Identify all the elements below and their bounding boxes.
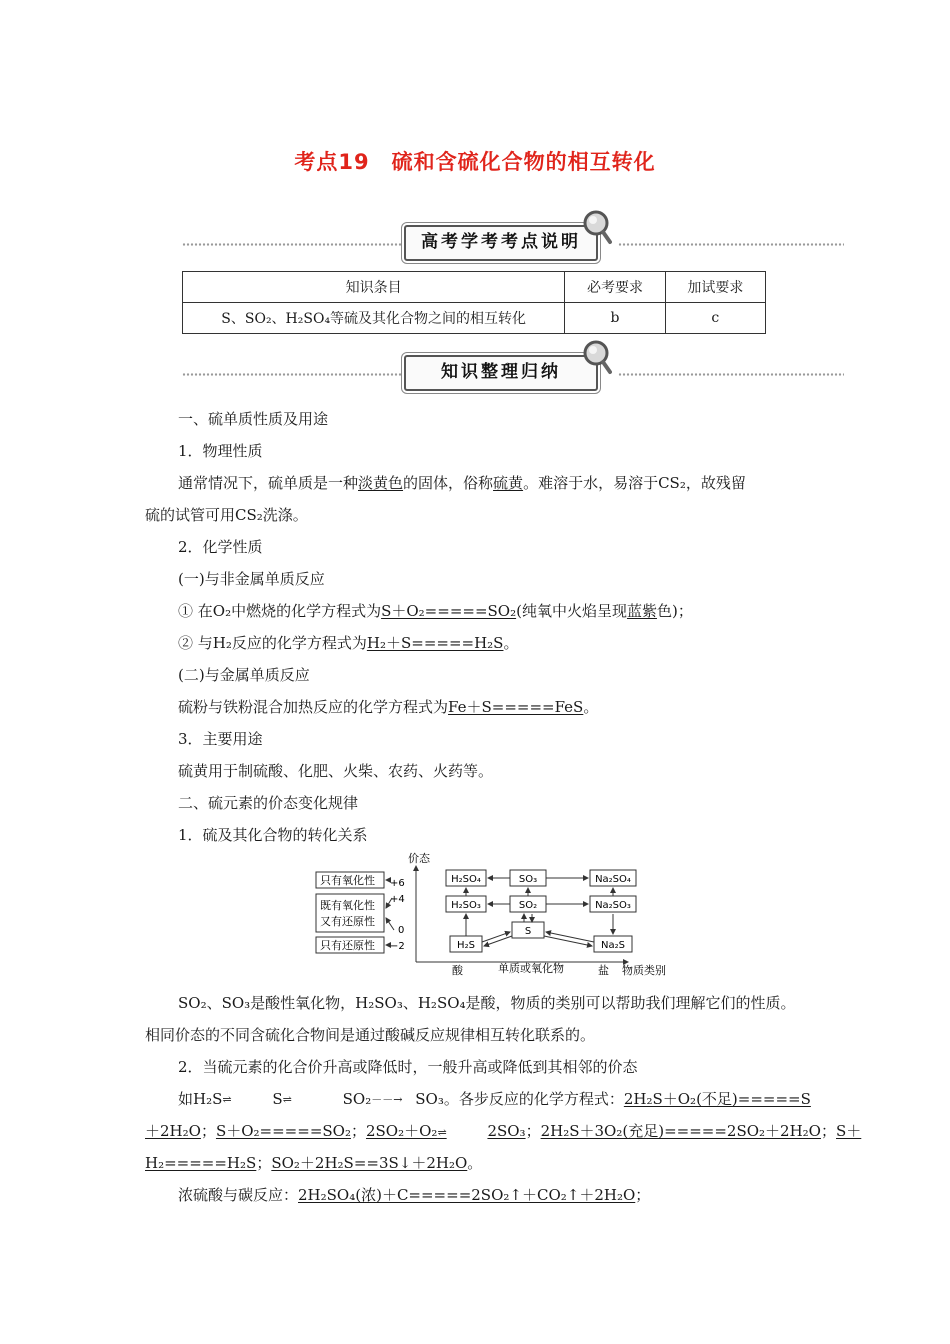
- magnifier-icon: [582, 340, 612, 384]
- sub-heading: (一)与非金属单质反应: [178, 570, 325, 588]
- x-category: 盐: [598, 964, 609, 977]
- equation-line: 如H₂S⇌ S⇌ SO₂－－→ SO₃。各步反应的化学方程式：2H₂S＋O₂(不足)=====S: [178, 1090, 811, 1108]
- table-header: 加试要求: [665, 272, 765, 303]
- section-heading: 二、硫元素的价态变化规律: [178, 794, 359, 812]
- dotted-rule: [182, 242, 408, 247]
- valence-tick: −2: [390, 941, 405, 952]
- paragraph-line: 硫的试管可用CS₂洗涤。: [145, 506, 308, 524]
- subsection-heading: 2．化学性质: [178, 538, 263, 556]
- subsection-heading: 3．主要用途: [178, 730, 263, 748]
- oxide-label: SO₂: [518, 900, 538, 911]
- magnifier-icon: [582, 210, 612, 254]
- salt-label: Na₂SO₄: [595, 874, 631, 885]
- x-axis-title: 物质类别: [622, 964, 666, 977]
- subsection-heading: 1．物理性质: [178, 442, 263, 460]
- banner-box: [404, 355, 598, 391]
- equation-line: H₂=====H₂S；SO₂＋2H₂S==3S↓＋2H₂O。: [145, 1154, 483, 1172]
- property-label: 只有还原性: [320, 939, 375, 952]
- table-header-row: [183, 272, 766, 303]
- page-title: 考点19 硫和含硫化合物的相互转化: [294, 150, 656, 174]
- section-heading: 一、硫单质性质及用途: [178, 410, 329, 428]
- valence-tick: +4: [390, 894, 405, 905]
- equation-line: ② 与H₂反应的化学方程式为H₂＋S=====H₂S。: [178, 634, 519, 652]
- paragraph-line: 相同价态的不同含硫化合物间是通过酸碱反应规律相互转化联系的。: [145, 1026, 596, 1044]
- dotted-rule: [618, 242, 844, 247]
- salt-label: Na₂SO₃: [595, 900, 631, 911]
- acid-label: H₂S: [457, 940, 475, 951]
- paragraph-line: 通常情况下，硫单质是一种淡黄色的固体，俗称硫黄。难溶于水，易溶于CS₂，故残留: [178, 474, 746, 492]
- table-cell: S、SO₂、H₂SO₄等硫及其化合物之间的相互转化: [183, 303, 565, 334]
- knowledge-summary-banner: [182, 352, 844, 392]
- equation-line: ① 在O₂中燃烧的化学方程式为S＋O₂=====SO₂(纯氧中火焰呈现蓝紫色)；: [178, 602, 693, 620]
- dotted-rule: [182, 372, 408, 377]
- table-cell: b: [565, 303, 665, 334]
- oxide-label: SO₃: [518, 874, 538, 885]
- requirements-table: [182, 271, 766, 334]
- exam-requirements-banner: [182, 222, 844, 262]
- paragraph-line: 硫黄用于制硫酸、化肥、火柴、农药、火药等。: [178, 762, 494, 780]
- table-header: 知识条目: [183, 272, 565, 303]
- property-label: 既有氧化性: [320, 899, 375, 912]
- dotted-rule: [618, 372, 844, 377]
- banner-label: 知识整理归纳: [441, 362, 561, 382]
- banner-box: [404, 225, 598, 261]
- salt-label: Na₂S: [601, 940, 625, 951]
- valence-tick: +6: [390, 878, 405, 889]
- subsection-heading: 1．硫及其化合物的转化关系: [178, 826, 368, 844]
- sub-heading: (二)与金属单质反应: [178, 666, 310, 684]
- acid-label: H₂SO₄: [451, 874, 481, 885]
- paragraph-line: SO₂、SO₃是酸性氧化物，H₂SO₃、H₂SO₄是酸，物质的类别可以帮助我们理解它们的性质。: [178, 994, 796, 1012]
- table-row: [183, 303, 766, 334]
- equation-line: ＋2H₂O；S＋O₂=====SO₂；2SO₂＋O₂⇌ 2SO₃；2H₂S＋3O₂(充足)=====2SO₂＋2H₂O；S＋: [145, 1122, 862, 1140]
- subsection-heading: 2．当硫元素的化合价升高或降低时，一般升高或降低到其相邻的价态: [178, 1058, 638, 1076]
- property-label: 又有还原性: [320, 915, 375, 928]
- banner-label: 高考学考考点说明: [421, 232, 581, 252]
- y-axis-title: 价态: [408, 852, 430, 865]
- acid-label: H₂SO₃: [451, 900, 481, 911]
- valence-tick: 0: [398, 925, 405, 936]
- equation-line: 硫粉与铁粉混合加热反应的化学方程式为Fe＋S=====FeS。: [178, 698, 599, 716]
- table-header: 必考要求: [565, 272, 665, 303]
- table-cell: c: [665, 303, 765, 334]
- x-category: 酸: [452, 964, 463, 977]
- property-label: 只有氧化性: [320, 874, 375, 887]
- equation-line: 浓硫酸与碳反应：2H₂SO₄(浓)＋C=====2SO₂↑＋CO₂↑＋2H₂O；: [178, 1186, 651, 1204]
- sulfur-conversion-diagram: [312, 850, 684, 982]
- x-category: 单质或氧化物: [498, 962, 564, 975]
- element-label: S: [524, 926, 532, 937]
